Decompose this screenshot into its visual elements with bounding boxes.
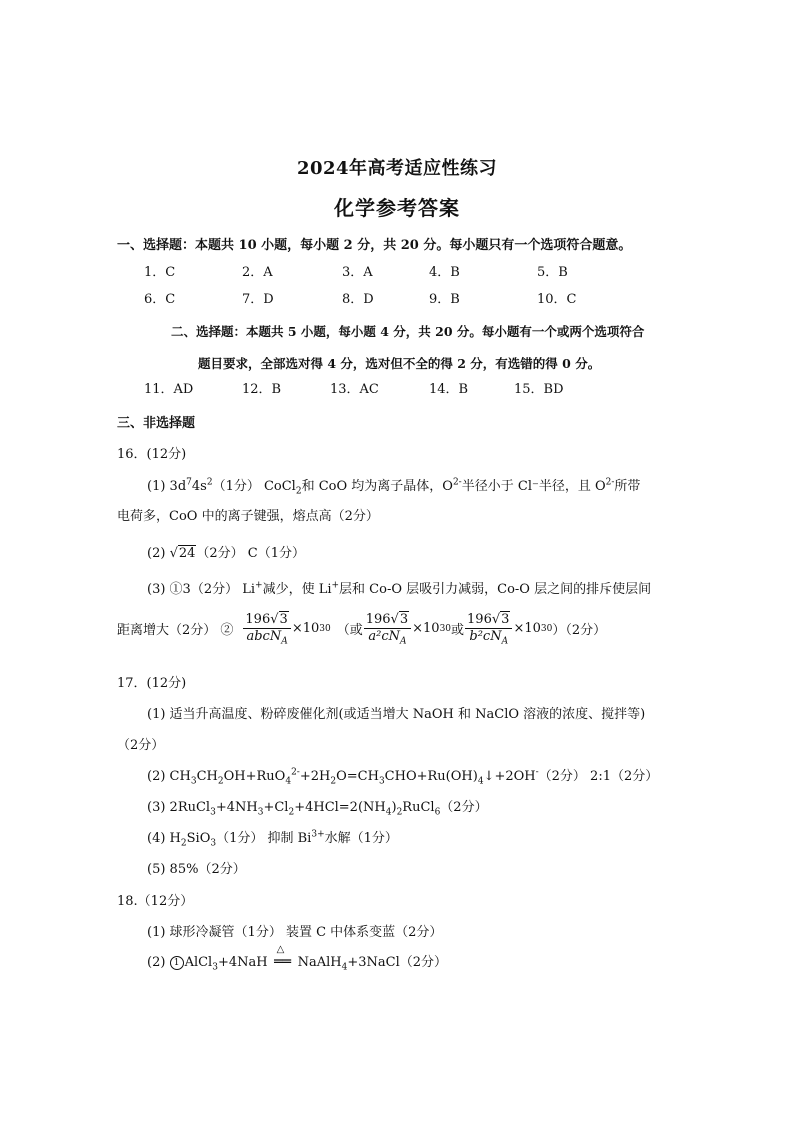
text: 所带 [614,479,641,494]
sqrt-radicand: 24 [178,546,196,561]
answer-10: 10．C [537,292,577,307]
sup: + [331,580,340,591]
text: ×10 [513,621,541,636]
q17-part2 [147,765,659,787]
answer-11: 11．AD [144,382,194,397]
q18-part2 [147,944,448,973]
text: ×10 [412,621,440,636]
sub: 2 [295,486,302,497]
sup: 2 [206,477,213,488]
answer-8: 8．D [342,292,374,307]
sqrt-expression: √24 [169,546,196,561]
text: (4) H [147,831,181,846]
text: 或 [451,623,465,638]
page-subtitle: 化学参考答案 [334,196,460,220]
q16-part1-line2: 电荷多，CoO 中的离子键强，熔点高（2分） [117,509,379,524]
answer-5: 5．B [537,265,568,280]
section2-heading-line1: 二、选择题：本题共 5 小题，每小题 4 分，共 20 分。每小题有一个或两个选项符合 [171,324,645,339]
q17-part3 [147,796,488,818]
answer-15: 15．BD [514,382,564,397]
text: +3NaCl（2分） [347,955,448,970]
sub: 3 [212,962,218,973]
text: 196 [365,612,391,627]
sqrt-radicand: 3 [501,612,510,627]
section2-heading-line2: 题目要求，全部选对得 4 分，选对但不全的得 2 分，有选错的得 0 分。 [198,356,601,371]
sub: A [281,636,288,647]
fraction-numerator: 196√3 [465,612,512,629]
text: ) [391,800,397,815]
sub: 4 [385,807,392,818]
q17-part4 [147,827,398,849]
text: O=CH [336,769,379,784]
fraction-denominator [366,629,408,645]
text: +4NH [215,800,258,815]
heating-condition-icon [268,944,298,970]
text: ↓+2OH [483,769,536,784]
density-fraction-3 [465,612,512,645]
sub: 3 [190,776,197,787]
text: (3) 2RuCl [147,800,211,815]
sub: 2 [396,807,403,818]
text: AlCl [184,955,213,970]
q16-part1-line1 [147,475,641,497]
text: （2分） C（1分） [196,546,306,561]
text: （1分） 抑制 Bi [216,831,312,846]
answer-6: 6．C [144,292,176,307]
q16-part2 [147,542,305,561]
text: ×10 [291,621,320,636]
text: abcN [246,629,282,644]
sub: 3 [378,776,385,787]
text: (2) CH [147,769,191,784]
text: CH [196,769,218,784]
sub: 4 [477,776,484,787]
answer-3: 3．A [342,265,373,280]
answer-7: 7．D [242,292,274,307]
sub: 3 [210,807,216,818]
text: 和 CoO 均为离子晶体，O [301,479,453,494]
answer-14: 14．B [429,382,469,397]
text: +Cl [263,800,289,815]
sup: + [255,580,263,591]
text: 层和 Co-O 层吸引力减弱，Co-O 层之间的排斥使层间 [339,582,652,597]
text: +2H [299,769,331,784]
answer-4: 4．B [429,265,460,280]
sub: 3 [257,807,264,818]
text: (2) [147,546,166,561]
sup: 2- [291,767,300,778]
q16-header: 16．(12分) [117,447,187,462]
heat-symbol: △ [276,944,285,955]
q17-part5: (5) 85%（2分） [147,862,246,877]
sub: A [399,636,407,647]
q18-part1: (1) 球形冷凝管（1分） 装置 C 中体系变蓝（2分） [147,925,443,940]
text: 距离增大（2分） ② [117,623,234,638]
answer-2: 2．A [242,265,273,280]
fraction-denominator [244,629,289,645]
text: 减少，使 Li [262,582,332,597]
text: （2分） 2:1（2分） [538,769,659,784]
text: CHO+Ru(OH) [384,769,478,784]
text: 196 [245,612,271,627]
answer-1: 1．C [144,265,176,280]
reaction-arrow: ══ [274,954,292,970]
fraction-numerator: 196√3 [243,612,290,629]
answer-9: 9．B [429,292,460,307]
page-title: 2024年高考适应性练习 [296,158,498,179]
text: 4s [191,479,207,494]
sub: 6 [434,807,441,818]
sub: 3 [210,838,217,849]
q17-header: 17．(12分) [117,676,187,691]
sub: 2 [330,776,337,787]
q17-part1-line1: (1) 适当升高温度、粉碎废催化剂(或适当增大 NaOH 和 NaClO 溶液的浓度、搅拌等) [147,707,646,722]
text: NaAlH [297,955,342,970]
section3-heading: 三、非选择题 [117,416,196,431]
sup: 2- [452,477,462,488]
answer-12: 12．B [242,382,282,397]
sqrt-radicand: 3 [399,612,409,627]
section1-heading: 一、选择题：本题共 10 小题，每小题 2 分，共 20 分。每小题只有一个选项符合题意。 [117,238,632,253]
text: (1) 3d [147,479,187,494]
q17-part1-line2: （2分） [117,738,165,753]
text: （1分） CoCl [212,479,296,494]
text: a²cN [368,629,400,644]
density-fraction-1 [243,612,290,645]
sub: 2 [180,838,187,849]
sqrt-radicand: 3 [279,612,288,627]
sup: - [535,767,539,778]
text: 196 [467,612,492,627]
density-fraction-2 [364,612,411,645]
text: 水解（1分） [324,831,398,846]
text: （2分） [440,800,488,815]
sub: A [501,636,509,647]
answer-13: 13．AC [330,382,379,397]
text: b²cN [469,629,502,644]
fraction-denominator [467,629,510,645]
text: (2) [147,955,166,970]
sub: 4 [341,962,348,973]
circled-number: 1 [170,956,184,970]
text: RuCl [402,800,435,815]
q16-part3-line2: 距离增大（2分） ② $\frac{196√3}{abcN_A}$ ×10 30 （或 $\frac{196√3}{a^2cN_A}$ ×10 30 或 $\frac{196√3}{b^2cN_A}$ ×10 30 ）（2分） [117,612,607,647]
text: +4HCl=2(NH [294,800,386,815]
sub: 2 [288,807,295,818]
text: +4NaH [217,955,268,970]
sup: 3+ [311,829,325,840]
text: SiO [186,831,211,846]
text: (3) ①3（2分） Li [147,582,256,597]
sup: 7 [186,477,192,488]
sub: 2 [217,776,224,787]
q18-header: 18.（12分） [117,894,194,909]
text: OH+RuO [223,769,286,784]
fraction-numerator: 196√3 [364,612,411,629]
sup: 2- [605,477,615,488]
q16-part3-line1 [147,578,651,597]
sub: 4 [285,776,292,787]
text: （或 [336,623,363,638]
text: ）（2分） [552,623,607,638]
text: 半径小于 Cl⁻半径，且 O [461,479,606,494]
